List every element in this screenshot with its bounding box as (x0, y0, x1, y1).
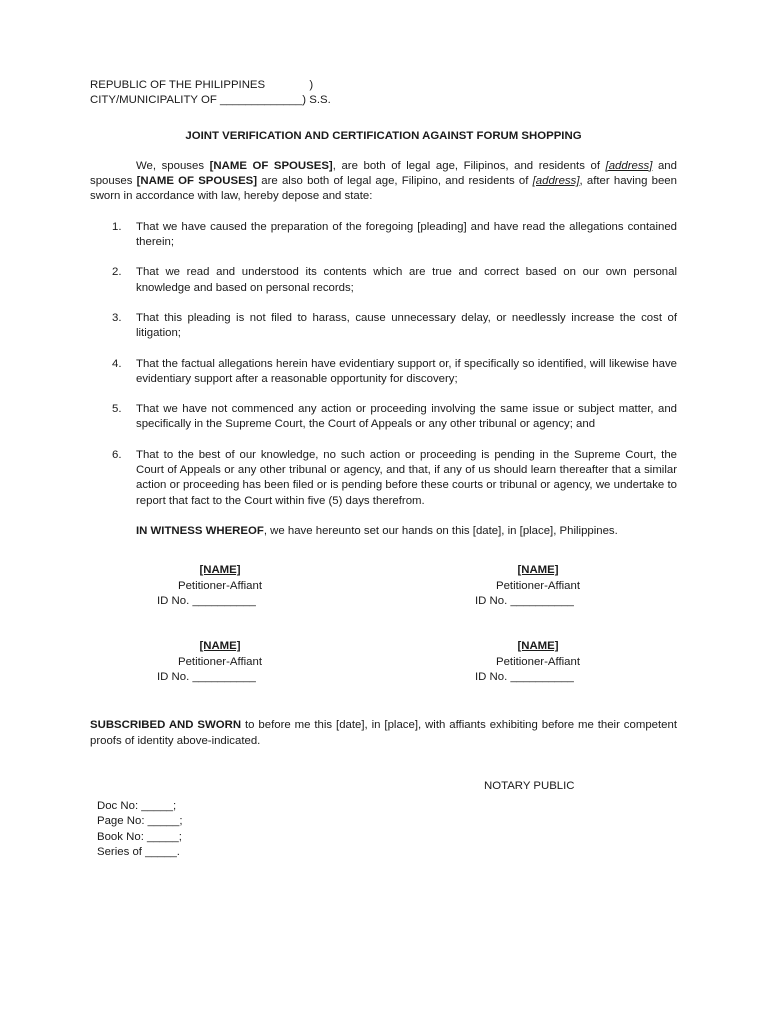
signatory-role: Petitioner-Affiant (495, 579, 580, 592)
subscribed-heading: SUBSCRIBED AND SWORN (90, 719, 242, 732)
signatory-role: Petitioner-Affiant (177, 655, 262, 668)
address-placeholder-1: [address] (605, 159, 653, 172)
list-item (90, 311, 677, 342)
signature-block (150, 563, 290, 609)
list-item (90, 448, 677, 509)
header-city: CITY/MUNICIPALITY OF _____________) S.S. (90, 94, 331, 107)
address-placeholder-2: [address] (532, 175, 580, 188)
signatory-id: ID No. __________ (157, 594, 256, 607)
item-number: 6. (112, 448, 122, 461)
item-text: That we have caused the preparation of the foregoing [pleading] and have read the allegations contained therein; (136, 220, 677, 249)
docket-block (97, 799, 677, 860)
signatory-name: [NAME] (199, 640, 241, 653)
item-text: That the factual allegations herein have evidentiary support or, if specifically so identified, will likewise have evidentiary support after a reasonable opportunity for discovery; (136, 357, 677, 385)
witness-text: , we have hereunto set our hands on this [date], in [place], Philippines. (263, 524, 618, 537)
intro-text-5: , after having been sworn in accordance with law, hereby depose and state: (90, 175, 677, 203)
signature-block (150, 639, 290, 685)
item-text: That to the best of our knowledge, no such action or proceeding is pending in the Supreme Court, the Court of Appeals or any other tribunal or agency, and that, if any of us should learn thereafter that a similar action or proceeding has been filed or is pending before these courts or tribunal or agency, we undertake to report that fact to the Court within five (5) days therefrom. (136, 448, 677, 507)
statement-list (90, 220, 677, 509)
signatory-role: Petitioner-Affiant (495, 655, 580, 668)
page-number: Page No: _____; (97, 815, 183, 828)
notary-public-label: NOTARY PUBLIC (484, 779, 575, 792)
signatory-role: Petitioner-Affiant (177, 579, 262, 592)
intro-text-4: are also both of legal age, Filipino, and residents of (257, 175, 533, 188)
item-text: That we have not commenced any action or proceeding involving the same issue or subject matter, and specifically in the Supreme Court, the Court of Appeals or any other tribunal or agency; and (136, 403, 677, 431)
book-number: Book No: _____; (97, 830, 182, 843)
document-page (90, 78, 677, 860)
intro-paragraph (90, 159, 677, 205)
signatory-name: [NAME] (517, 564, 559, 577)
intro-text-3: and spouses (90, 159, 677, 188)
signature-grid (90, 563, 677, 718)
item-number: 1. (112, 220, 122, 233)
spouses-placeholder-1: [NAME OF SPOUSES] (209, 159, 333, 172)
list-item (90, 357, 677, 388)
item-number: 3. (112, 311, 122, 324)
signatory-id: ID No. __________ (475, 670, 574, 683)
list-item (90, 265, 677, 296)
spouses-placeholder-2: [NAME OF SPOUSES] (136, 175, 258, 188)
document-title: JOINT VERIFICATION AND CERTIFICATION AGAINST FORUM SHOPPING (185, 129, 582, 142)
witness-heading: IN WITNESS WHEREOF (136, 524, 264, 537)
signature-block (468, 563, 608, 609)
signature-block (468, 639, 608, 685)
signatory-name: [NAME] (199, 564, 241, 577)
signatory-id: ID No. __________ (157, 670, 256, 683)
item-number: 2. (112, 266, 122, 279)
subscribed-paragraph (90, 718, 677, 749)
witness-paragraph (136, 524, 677, 539)
item-text: That this pleading is not filed to harass, cause unnecessary delay, or needlessly increase the cost of litigation; (136, 311, 677, 340)
subscribed-text: to before me this [date], in [place], with affiants exhibiting before me their competent proofs of identity above-indicated. (90, 719, 677, 747)
item-number: 4. (112, 357, 122, 370)
item-number: 5. (112, 403, 122, 416)
header-republic: REPUBLIC OF THE PHILIPPINES ) (90, 79, 314, 91)
intro-text-2: , are both of legal age, Filipinos, and residents of (332, 159, 606, 172)
doc-number: Doc No: _____; (97, 800, 177, 813)
series-number: Series of _____. (97, 846, 180, 859)
signatory-name: [NAME] (517, 640, 559, 653)
list-item (90, 402, 677, 433)
intro-text-1: We, spouses (136, 159, 210, 172)
list-item (90, 220, 677, 251)
item-text: That we read and understood its contents which are true and correct based on our own personal knowledge and based on personal records; (136, 266, 677, 294)
signatory-id: ID No. __________ (475, 594, 574, 607)
